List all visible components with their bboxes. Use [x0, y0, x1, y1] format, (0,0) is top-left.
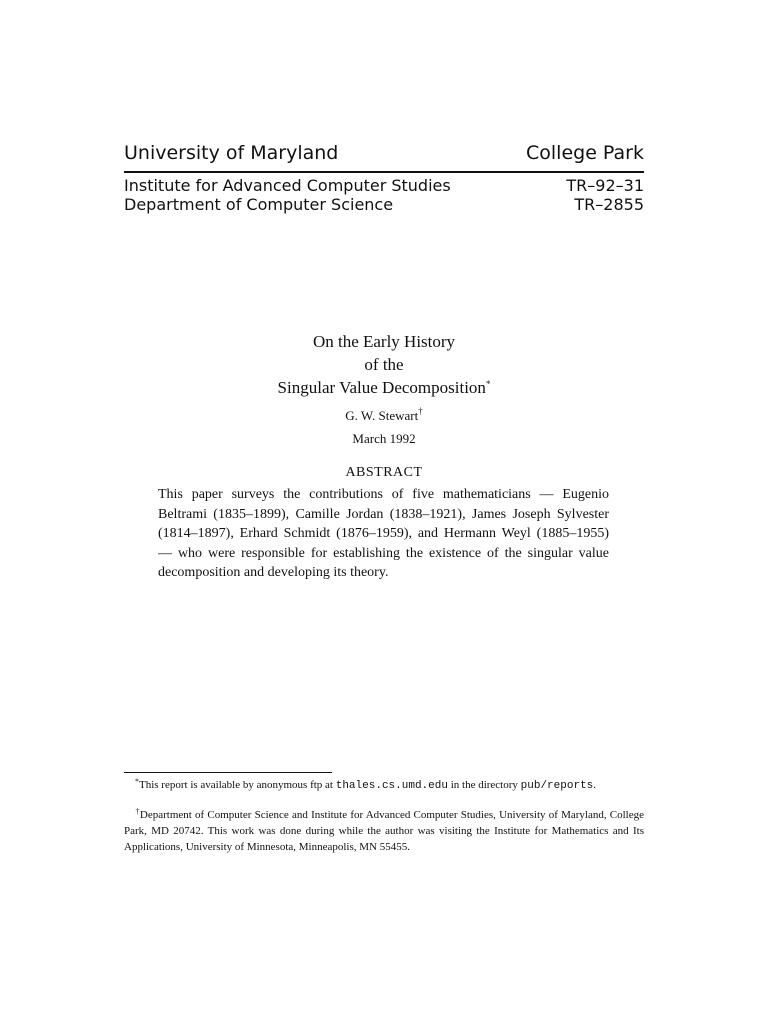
footnote-2-mark: †: [135, 807, 140, 816]
title-line-2: of the: [364, 355, 404, 374]
campus-name: College Park: [526, 142, 644, 164]
university-name: University of Maryland: [124, 142, 339, 164]
report-number-2: TR–2855: [574, 195, 644, 214]
footnote-2-text: Department of Computer Science and Institute for Advanced Computer Studies, University of Maryland, College Park, MD 20742. This work was done during while the author was visiting the Institute for Mathematics and Its Applications, University of Minnesota, Minneapolis, MN 55455.: [124, 809, 645, 853]
title-footnote-mark: *: [485, 379, 491, 389]
paper-date: March 1992: [352, 431, 416, 446]
author-name: G. W. Stewart: [345, 408, 419, 423]
abstract-text: This paper surveys the contributions of five mathematicians — Eugenio Beltrami (1835–1899), Camille Jordan (1838–1921), James Joseph Sylvester (1814–1897), Erhard Schmidt (1876–1959), and Hermann Weyl (1885–1955) — who were responsible for establishing the existence of the singular value decomposition and developing its theory.: [158, 487, 609, 580]
institute-name: Institute for Advanced Computer Studies: [124, 176, 451, 195]
footnote-1-ftp-host: thales.cs.umd.edu: [335, 780, 448, 792]
author-footnote-mark: †: [418, 406, 423, 416]
footnote-1-text-c: .: [593, 779, 597, 791]
report-number-1: TR–92–31: [566, 176, 644, 195]
header-row-institute: [124, 176, 644, 195]
header-row-department: [124, 195, 644, 214]
title-line-3: [0, 378, 768, 398]
footnote-1-directory: pub/reports: [520, 780, 594, 792]
header-rule: [124, 171, 644, 173]
footnote-1-text-b: in the directory: [447, 779, 521, 791]
footnote-2: [124, 807, 644, 855]
footnote-1-mark: *: [135, 777, 139, 786]
abstract-heading: ABSTRACT: [345, 465, 423, 480]
footnote-1: [124, 777, 644, 794]
footnote-rule: [124, 772, 332, 773]
header-row-institution: [124, 142, 644, 164]
title-line-1: On the Early History: [312, 332, 456, 351]
author-line: [0, 408, 768, 424]
footnote-1-text-a: This report is available by anonymous ftp at: [139, 779, 336, 791]
title-text: Singular Value Decomposition: [277, 378, 486, 397]
department-name: Department of Computer Science: [124, 195, 394, 214]
